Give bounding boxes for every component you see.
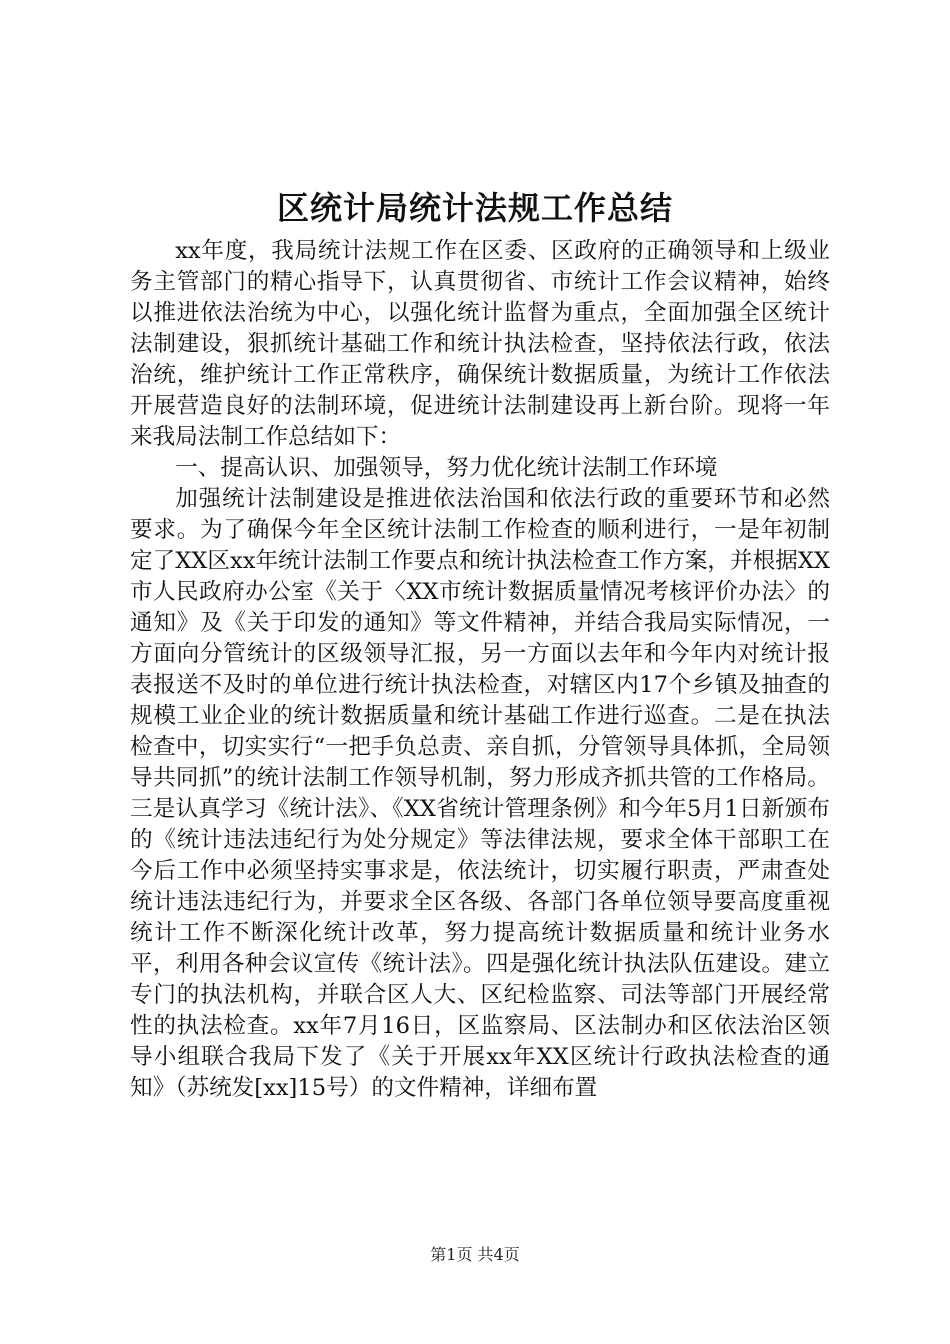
section-heading-1: 一、提高认识、加强领导，努力优化统计法制工作环境 <box>175 455 718 481</box>
section-1-paragraph: 加强统计法制建设是推进依法治国和依法行政的重要环节和必然要求。为了确保今年全区统计法制工作检查的顺利进行，一是年初制定了XX区xx年统计法制工作要点和统计执法检查工作方案，并根据XX市人民政府办公室《关于〈XX市统计数据质量情况考核评价办法〉的通知》及《关于印发的通知》等文件精神，并结合我局实际情况，一方面向分管统计的区级领导汇报，另一方面以去年和今年内对统计报表报送不及时的单位进行统计执法检查，对辖区内17个乡镇及抽查的规模工业企业的统计数据质量和统计基础工作进行巡查。二是在执法检查中，切实实行“一把手负总责、亲自抓，分管领导具体抓，全局领导共同抓”的统计法制工作领导机制，努力形成齐抓共管的工作格局。三是认真学习《统计法》、《XX省统计管理条例》和今年5月1日新颁布的《统计违法违纪行为处分规定》等法律法规，要求全体干部职工在今后工作中必须坚持实事求是，依法统计，切实履行职责，严肃查处统计违法违纪行为，并要求全区各级、各部门各单位领导要高度重视统计工作不断深化统计改革，努力提高统计数据质量和统计业务水平，利用各种会议宣传《统计法》。四是强化统计执法队伍建设。建立专门的执法机构，并联合区人大、区纪检监察、司法等部门开展经常性的执法检查。xx年7月16日，区监察局、区法制办和区依法治区领导小组联合我局下发了《关于开展xx年XX区统计行政执法检查的通知》（苏统发[xx]15号）的文件精神，详细布置 <box>130 486 830 1101</box>
document-title: 区统计局统计法规工作总结 <box>276 189 673 227</box>
page-footer: 第1页 共4页 <box>430 1245 520 1264</box>
intro-paragraph: xx年度，我局统计法规工作在区委、区政府的正确领导和上级业务主管部门的精心指导下，认真贯彻省、市统计工作会议精神，始终以推进依法治统为中心，以强化统计监督为重点，全面加强全区统计法制建设，狠抓统计基础工作和统计执法检查，坚持依法行政，依法治统，维护统计工作正常秩序，确保统计数据质量，为统计工作依法开展营造良好的法制环境，促进统计法制建设再上新台阶。现将一年来我局法制工作总结如下： <box>130 238 830 450</box>
document-body <box>130 236 830 1104</box>
